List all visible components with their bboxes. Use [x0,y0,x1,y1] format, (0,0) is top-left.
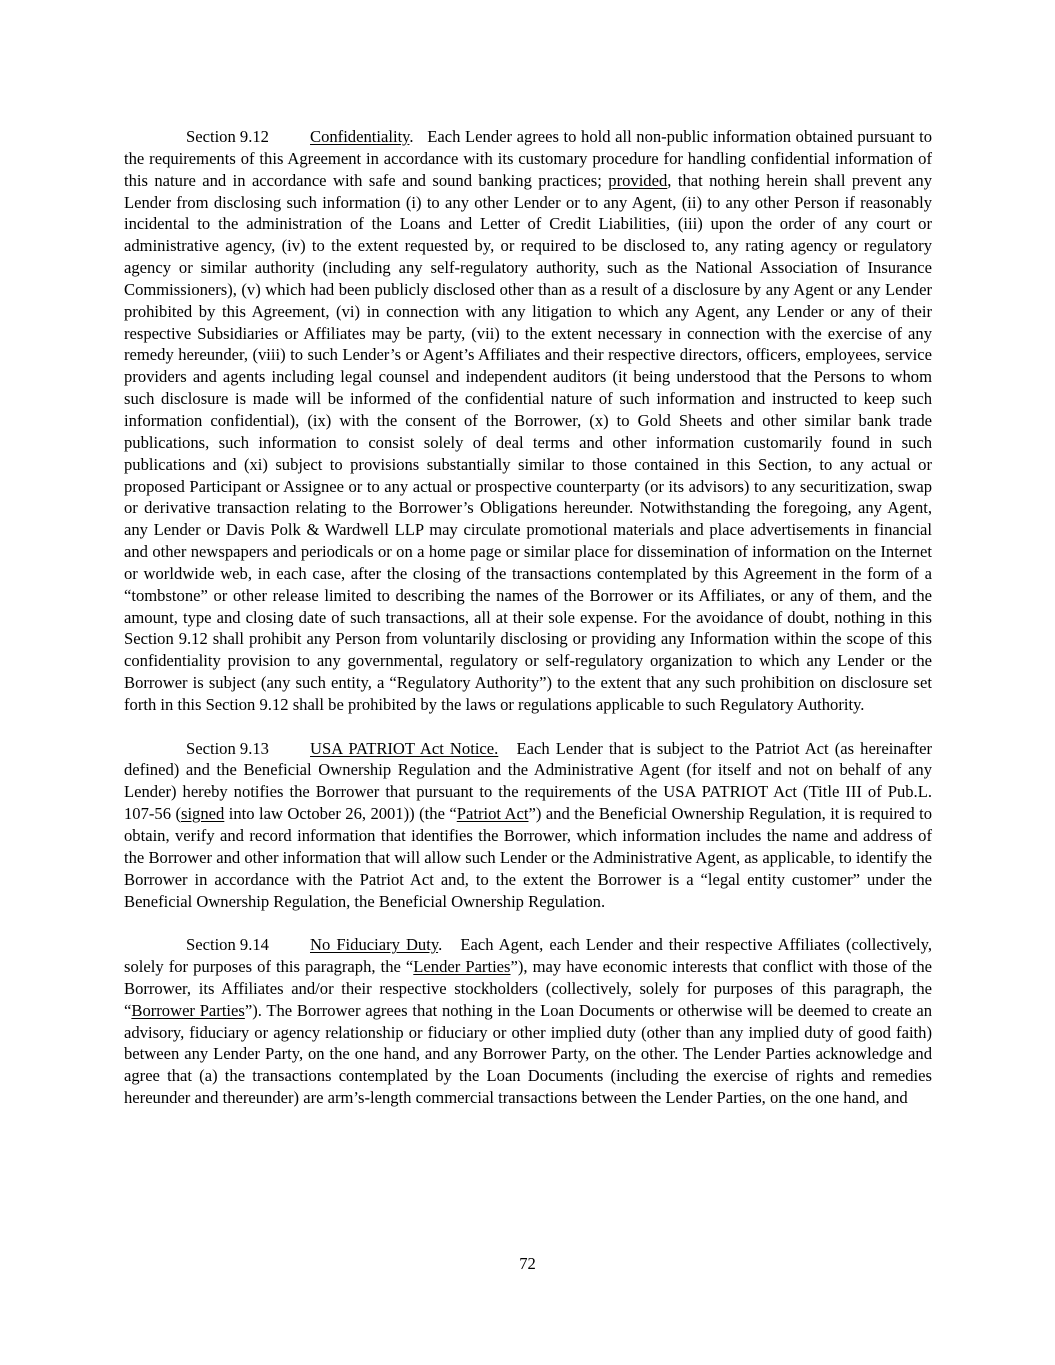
section-number: Section 9.12 [186,127,269,146]
heading-punctuation: . [438,935,443,955]
heading-punctuation: . [409,127,414,146]
section-number: Section 9.13 [186,738,269,758]
section-heading: No Fiduciary Duty [310,935,439,955]
section-text: into law October 26, 2001)) (the “ [224,804,457,824]
defined-term-borrower-parties: Borrower Parties [131,1000,245,1020]
section-text: ”). The Borrower agrees that nothing in the Loan Documents or otherwise will be deemed to create an advisory, fiduciary or agency relationship or fiduciary or other implied duty (other than any implied duty of good faith) between any Lender Party, on the one hand, and any Borrower Party, on the other. The Lender Parties acknowledge and agree that (a) the transactions contemplated by the Loan Documents (including the exercise of rights and remedies hereunder and thereunder) are arm’s-length commercial transactions between the Lender Parties, on the one hand, and [124,1000,932,1108]
section-9-12-paragraph [124,126,932,716]
section-heading: USA PATRIOT Act Notice. [310,738,499,758]
signed-term: signed [180,804,225,824]
section-9-13-paragraph [124,738,932,913]
section-text: , that nothing herein shall prevent any Lender from disclosing such information (i) to any other Lender or to any Agent, (ii) to any other Person if reasonably incidental to the administration of the Loans and Letter of Credit Liabilities, (iii) upon the order of any court or administrative agency, (iv) to the extent requested by, or required to be disclosed to, any rating agency or regulatory agency or similar authority (including any self-regulatory authority, such as the National Association of Insurance Commissioners), (v) which had been publicly disclosed other than as a result of a disclosure by any Agent or any Lender prohibited by this Agreement, (vi) in connection with any litigation to which any Agent, any Lender or any of their respective Subsidiaries or Affiliates may be party, (vii) to the extent necessary in connection with the exercise of any remedy hereunder, (viii) to such Lender’s or Agent’s Affiliates and their respective directors, officers, employees, service providers and agents including legal counsel and independent auditors (it being understood that the Persons to whom such disclosure is made will be informed of the confidential nature of such information and instructed to keep such information confidential), (ix) with the consent of the Borrower, (x) to Gold Sheets and other similar bank trade publications, such information to consist solely of deal terms and other information customarily found in such publications and (xi) subject to provisions substantially similar to those contained in this Section, to any actual or proposed Participant or Assignee or to any actual or prospective counterparty (or its advisors) to any securitization, swap or derivative transaction relating to the Borrower’s Obligations hereunder. Notwithstanding the foregoing, any Agent, any Lender or Davis Polk & Wardwell LLP may circulate promotional materials and place advertisements in financial and other newspapers and periodicals or on a home page or similar place for dissemination of information on the Internet or worldwide web, in each case, after the closing of the transactions contemplated by this Agreement in the form of a “tombstone” or other release limited to describing the names of the Borrower or its Affiliates, or any of them, and the amount, type and closing date of such transactions, all at their sole expense. For the avoidance of doubt, nothing in this Section 9.12 shall prohibit any Person from voluntarily disclosing or providing any Information within the scope of this confidentiality provision to any governmental, regulatory or self-regulatory organization to which any Lender or the Borrower is subject (any such entity, a “Regulatory Authority”) to the extent that any such prohibition on disclosure set forth in this Section 9.12 shall be prohibited by the laws or regulations applicable to such Regulatory Authority. [124,170,932,714]
page-number: 72 [519,1254,536,1273]
provided-term: provided [608,170,668,190]
section-text: Each Lender agrees to hold all non-public information obtained pursuant to the requirements of this Agreement in accordance with its customary procedure for handling confidential information of this nature and in accordance with safe and sound banking practices; [124,127,932,190]
section-text: ”), may have economic interests that conflict with those of the Borrower, its Affiliates and/or their respective stockholders (collectively, solely for purposes of this paragraph, the “ [124,957,933,1020]
section-text: ”) and the Beneficial Ownership Regulation, it is required to obtain, verify and record information that identifies the Borrower, which information includes the name and address of the Borrower and other information that will allow such Lender or the Administrative Agent, as applicable, to identify the Borrower in accordance with the Patriot Act and, to the extent the Borrower is a “legal entity customer” under the Beneficial Ownership Regulation, the Beneficial Ownership Regulation. [124,804,932,911]
section-text: Each Lender that is subject to the Patriot Act (as hereinafter defined) and the Beneficial Ownership Regulation and the Administrative Agent (for itself and not on behalf of any Lender) hereby notifies the Borrower that pursuant to the requirements of the USA PATRIOT Act (Title III of Pub.L. 107-56 ( [124,738,932,824]
defined-term-lender-parties: Lender Parties [413,957,511,977]
defined-term-patriot-act: Patriot Act [456,804,529,824]
section-9-14-paragraph [124,934,932,1109]
document-body [124,126,932,1109]
section-text: Each Agent, each Lender and their respective Affiliates (collectively, solely for purposes of this paragraph, the “ [124,935,932,977]
section-number: Section 9.14 [186,935,269,955]
section-heading: Confidentiality [310,127,410,146]
